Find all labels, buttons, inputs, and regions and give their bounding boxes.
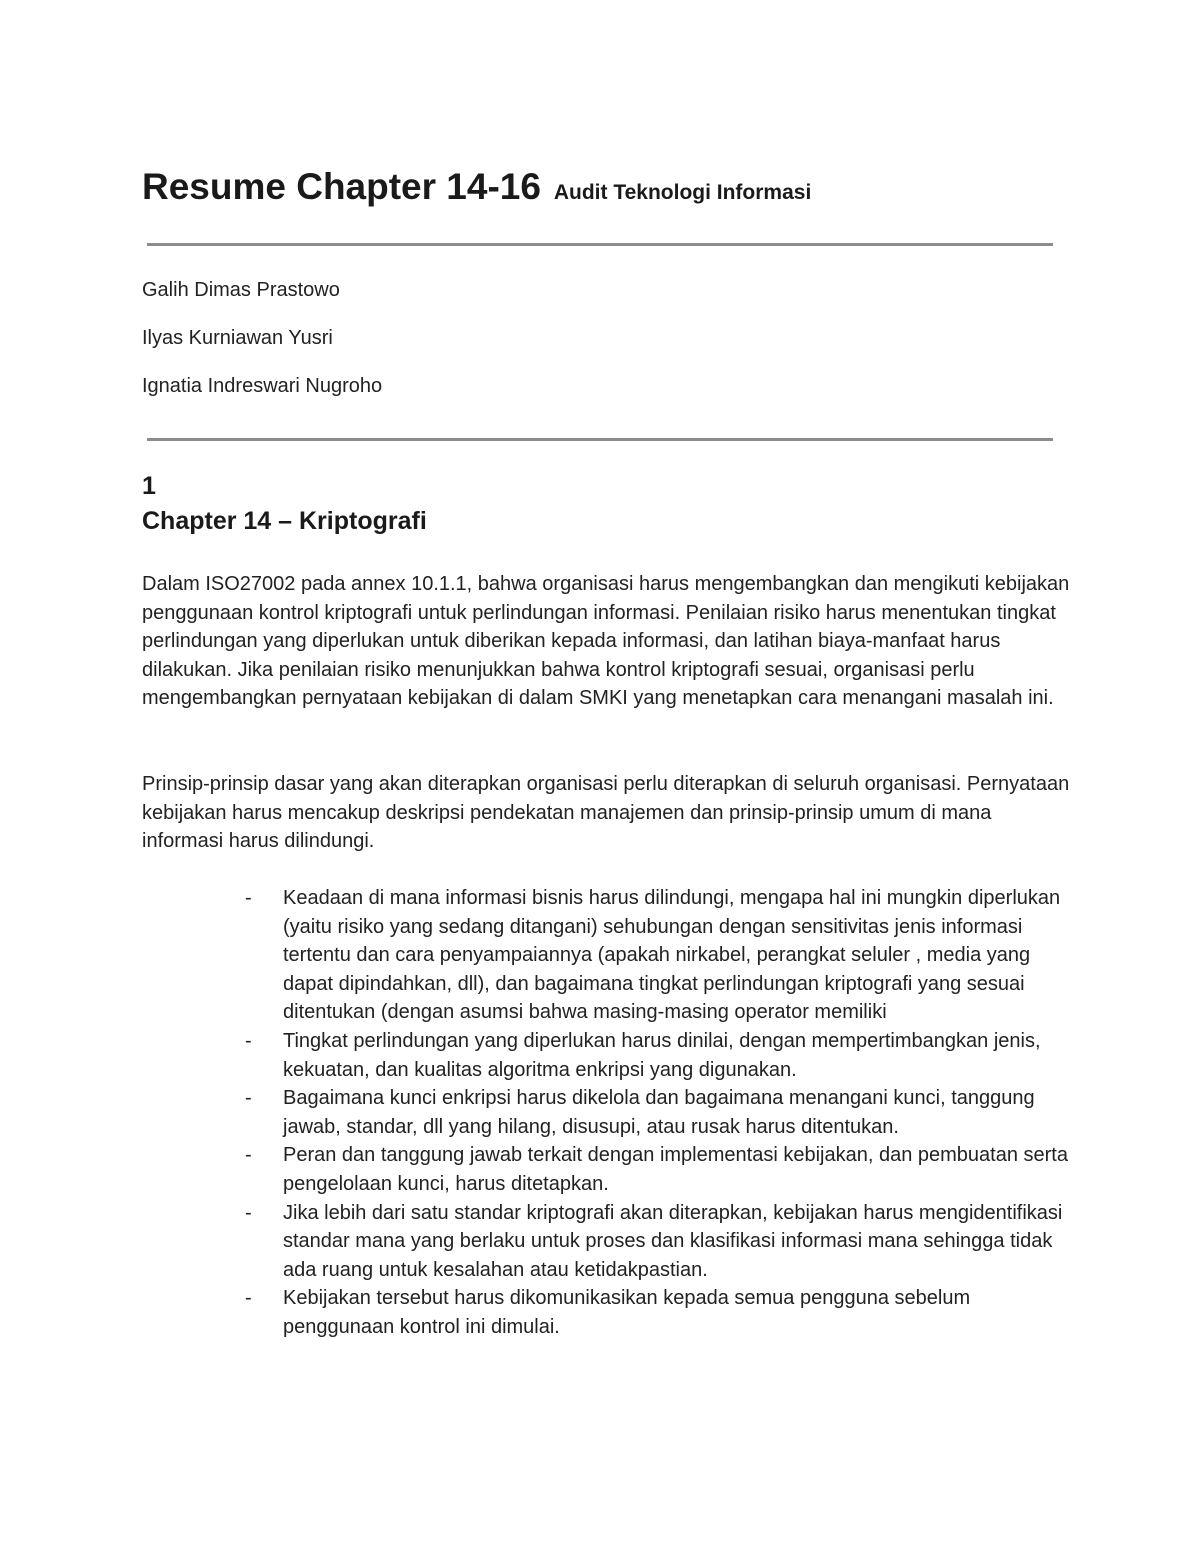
section-heading: Chapter 14 – Kriptografi [142, 507, 427, 535]
list-item-text: Tingkat perlindungan yang diperlukan harus dinilai, dengan mempertimbangkan jenis, kekuatan, dan kualitas algoritma enkripsi yang digunakan. [283, 1029, 1041, 1081]
bullet-dash: - [245, 887, 252, 909]
list-item-text: Kebijakan tersebut harus dikomunikasikan kepada semua pengguna sebelum penggunaan kontrol ini dimulai. [283, 1287, 971, 1338]
list-item [240, 1284, 1080, 1341]
bullet-dash: - [245, 1201, 252, 1224]
author-name: Ignatia Indreswari Nugroho [142, 375, 383, 397]
list-item [240, 1141, 1080, 1198]
author-name: Galih Dimas Prastowo [142, 279, 340, 301]
list-item-text: Jika lebih dari satu standar kriptografi akan diterapkan, kebijakan harus mengidentifikasi standar mana yang berlaku untuk proses dan klasifikasi informasi mana sehingga tidak ada ruang untuk kesalahan atau ketidakpastian. [283, 1201, 1063, 1281]
list-item-text: Bagaimana kunci enkripsi harus dikelola dan bagaimana menangani kunci, tanggung jawab, standar, dll yang hilang, disusupi, atau rusak harus ditentukan. [283, 1087, 1035, 1138]
bullet-dash: - [245, 1029, 252, 1052]
bullet-dash: - [245, 1287, 252, 1310]
list-item [240, 1027, 1080, 1084]
bullet-dash: - [245, 1144, 252, 1167]
document-title [142, 166, 811, 208]
bullet-list [240, 884, 1080, 1342]
horizontal-rule-bottom [147, 438, 1053, 441]
section-number: 1 [142, 472, 156, 500]
author-name: Ilyas Kurniawan Yusri [142, 327, 333, 349]
title-main: Resume Chapter 14-16 [142, 166, 541, 207]
horizontal-rule-top [147, 243, 1053, 246]
list-item-text: Peran dan tanggung jawab terkait dengan implementasi kebijakan, dan pembuatan serta pengelolaan kunci, harus ditetapkan. [283, 1144, 1068, 1195]
list-item-text: Keadaan di mana informasi bisnis harus dilindungi, mengapa hal ini mungkin diperlukan (yaitu risiko yang sedang ditangani) sehubungan dengan sensitivitas jenis informasi tertentu dan cara penyampaiannya (apakah nirkabel, perangkat seluler , media yang dapat dipindahkan, dll), dan bagaimana tingkat perlindungan kriptografi yang sesuai ditentukan (dengan asumsi bahwa masing-masing operator memiliki [283, 887, 1061, 1024]
list-item [240, 1199, 1080, 1285]
list-item [240, 1084, 1080, 1141]
body-paragraph: Dalam ISO27002 pada annex 10.1.1, bahwa organisasi harus mengembangkan dan mengikuti kebijakan penggunaan kontrol kriptografi untuk perlindungan informasi. Penilaian risiko harus menentukan tingkat perlindungan yang diperlukan untuk diberikan kepada informasi, dan latihan biaya-manfaat harus dilakukan. Jika penilaian risiko menunjukkan bahwa kontrol kriptografi sesuai, organisasi perlu mengembangkan pernyataan kebijakan di dalam SMKI yang menetapkan cara menangani masalah ini. [142, 573, 1070, 710]
bullet-dash: - [245, 1087, 252, 1110]
title-subtitle: Audit Teknologi Informasi [553, 181, 812, 204]
body-paragraph: Prinsip-prinsip dasar yang akan diterapkan organisasi perlu diterapkan di seluruh organisasi. Pernyataan kebijakan harus mencakup deskripsi pendekatan manajemen dan prinsip-prinsip umum di mana informasi harus dilindungi. [142, 773, 1070, 853]
list-item [240, 884, 1080, 1027]
